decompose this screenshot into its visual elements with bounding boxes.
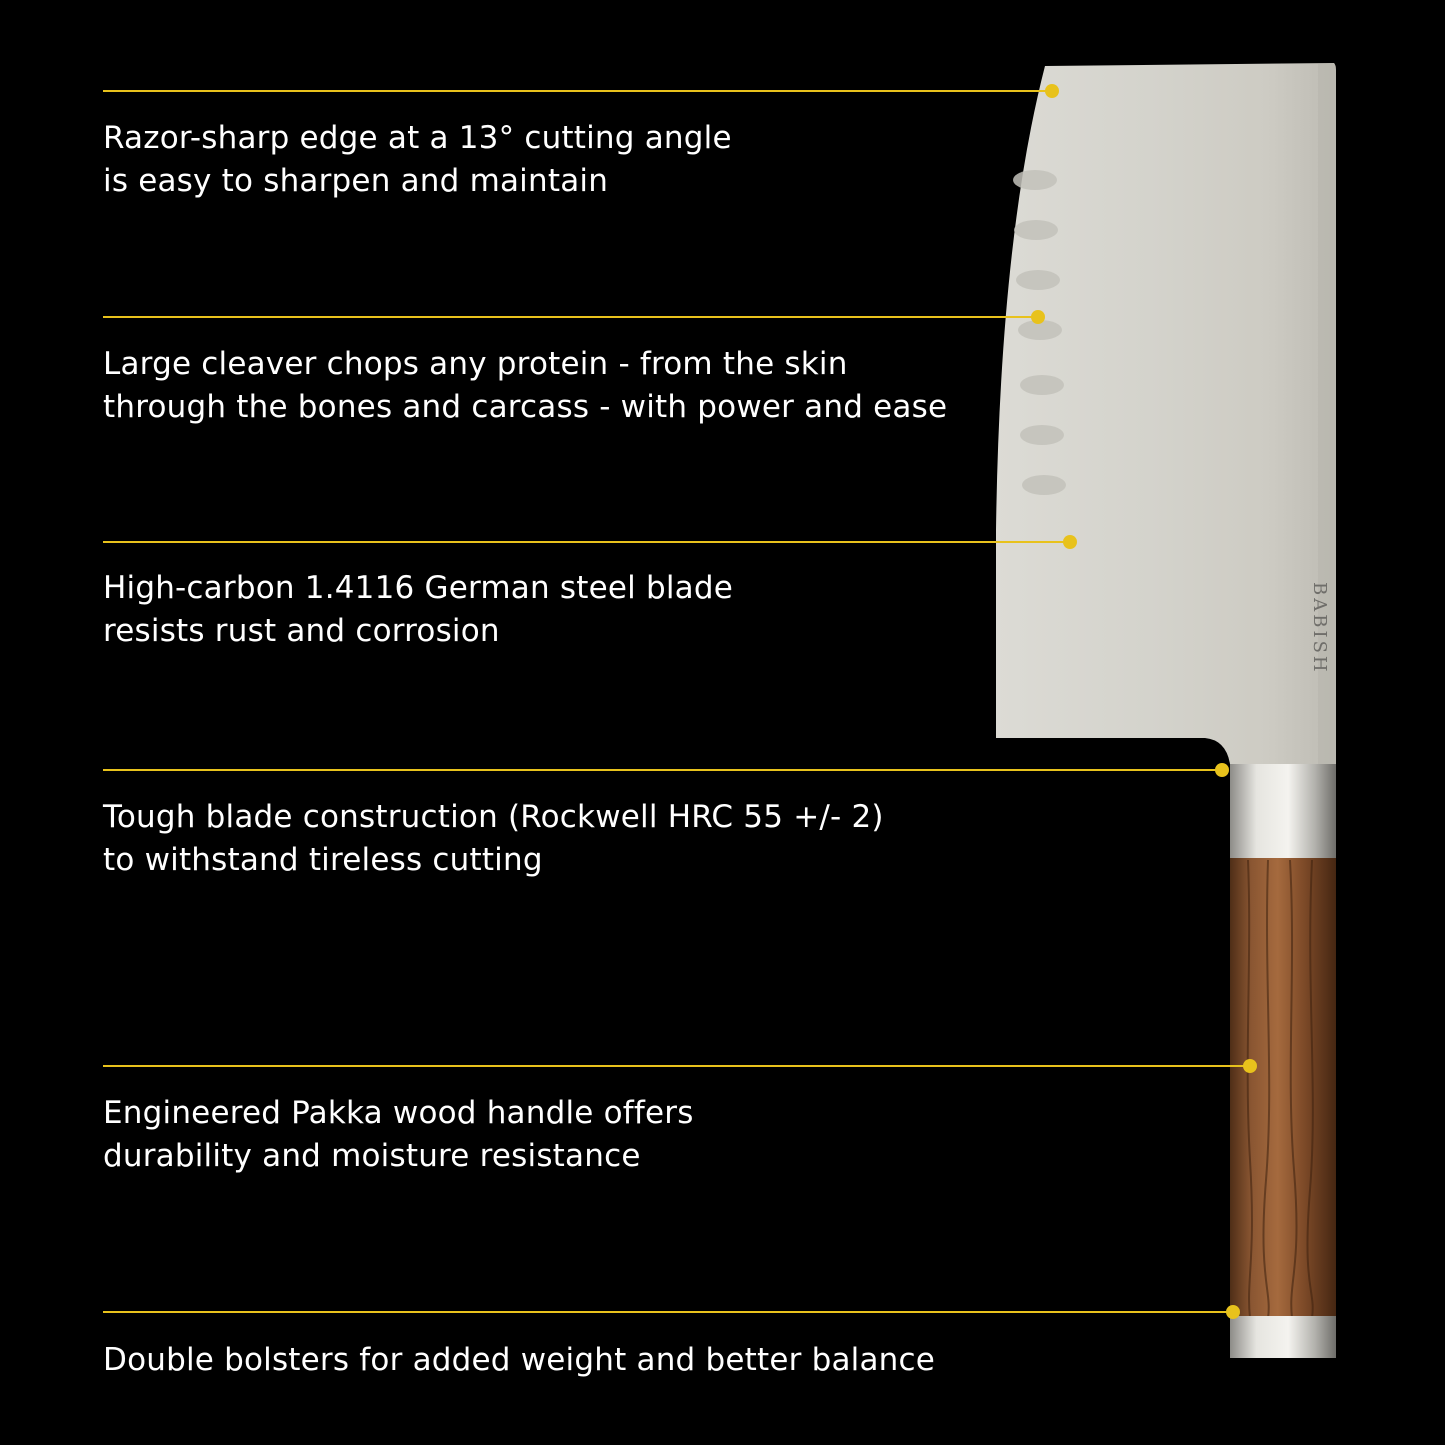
feature-line: durability and moisture resistance — [103, 1138, 641, 1174]
feature-german-steel — [103, 567, 733, 653]
feature-line: is easy to sharpen and maintain — [103, 163, 609, 199]
rear-bolster — [1230, 1316, 1336, 1358]
feature-line: resists rust and corrosion — [103, 613, 500, 649]
blade — [996, 63, 1336, 764]
callout-dot-bolsters — [1226, 1305, 1240, 1319]
callout-dot-construction — [1215, 763, 1229, 777]
wood-handle — [1230, 858, 1336, 1318]
feature-line: to withstand tireless cutting — [103, 842, 543, 878]
feature-line: High-carbon 1.4116 German steel blade — [103, 570, 734, 606]
callout-line-handle — [103, 1065, 1250, 1067]
callout-dot-cleaver — [1031, 310, 1045, 324]
feature-line: through the bones and carcass - with power and ease — [103, 389, 948, 425]
feature-double-bolsters — [103, 1339, 935, 1382]
callout-dot-steel — [1063, 535, 1077, 549]
callout-line-steel — [103, 541, 1070, 543]
callout-dot-edge — [1045, 84, 1059, 98]
callout-line-bolsters — [103, 1311, 1233, 1313]
feature-large-cleaver — [103, 343, 947, 429]
feature-line: Double bolsters for added weight and better balance — [103, 1342, 936, 1378]
callout-dot-handle — [1243, 1059, 1257, 1073]
feature-line: Tough blade construction (Rockwell HRC 55 +/- 2) — [103, 799, 884, 835]
callout-line-edge — [103, 90, 1052, 92]
feature-blade-construction — [103, 796, 884, 882]
feature-pakka-handle — [103, 1092, 694, 1178]
feature-line: Razor-sharp edge at a 13° cutting angle — [103, 120, 732, 156]
feature-line: Engineered Pakka wood handle offers — [103, 1095, 694, 1131]
front-bolster — [1230, 764, 1336, 860]
brand-mark: BABISH — [1309, 582, 1330, 675]
callout-line-construction — [103, 769, 1222, 771]
feature-line: Large cleaver chops any protein - from the skin — [103, 346, 848, 382]
feature-edge-angle — [103, 117, 732, 203]
callout-line-cleaver — [103, 316, 1038, 318]
